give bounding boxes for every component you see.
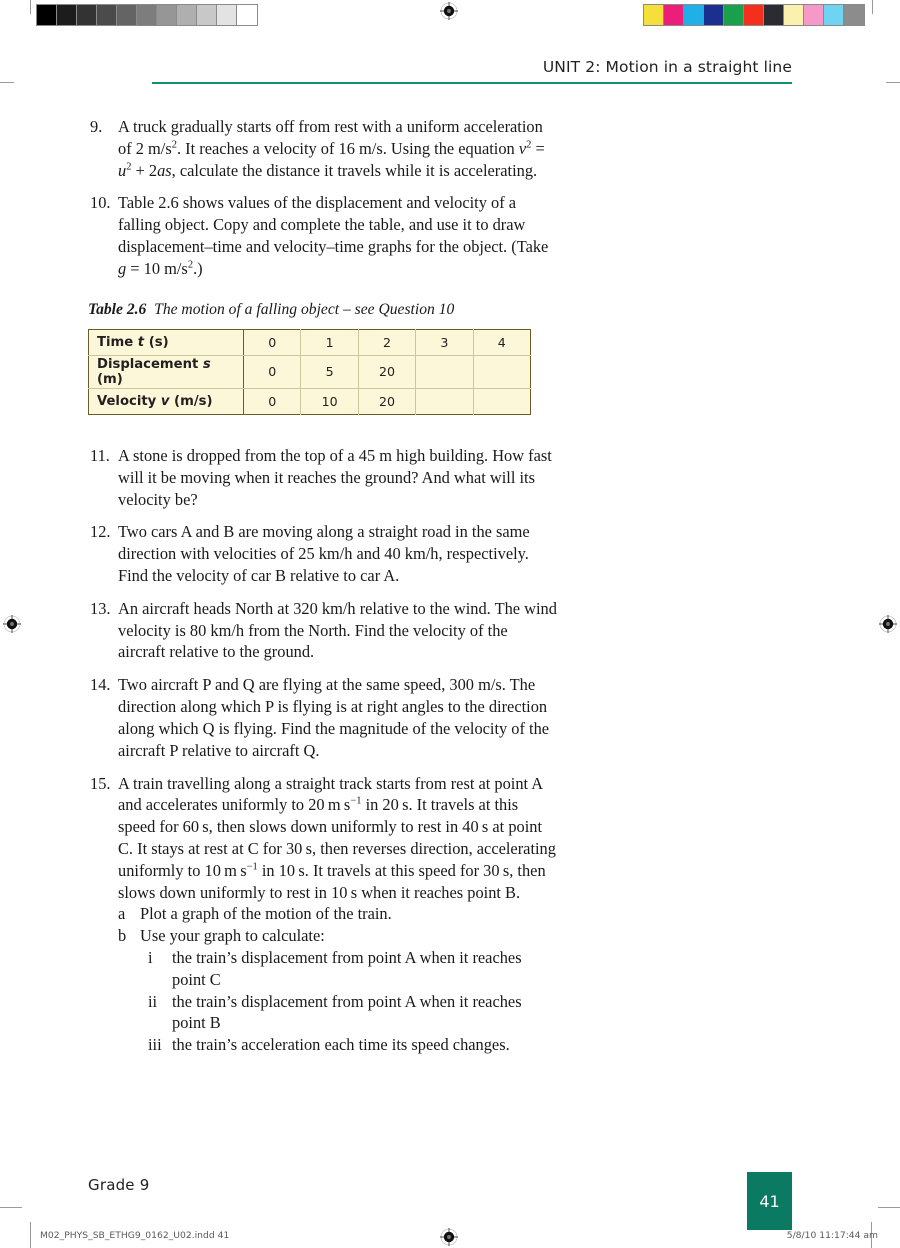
color-calibration-bar [643, 4, 865, 26]
part-label: i [148, 948, 153, 968]
grayscale-calibration-bar [36, 4, 258, 26]
table-cell: 4 [473, 329, 530, 355]
gray-swatch [157, 5, 177, 25]
table-cell: 20 [358, 355, 415, 388]
trim-tick-gray-bar-left [30, 0, 31, 14]
table-cell [416, 355, 473, 388]
registration-mark-right-middle [879, 615, 897, 633]
question-item-10 [88, 192, 558, 279]
question-text: A train travelling along a straight track starts from rest at point A and accelerates uniformly to 20 m $s^{-1}$ in 20 s. It travels at this speed for 60 s, then slows down uniformly to rest in 40 s at point C. It stays at rest at C for 30 s, then reverses direction, accelerating uniformly to 10 m $s^{-1}$ in 10 s. It travels at this speed for 30 s, then slows down uniformly to rest in 10 s when it reaches point B. [118, 773, 556, 902]
question-item-13 [88, 598, 558, 663]
question-part-a [118, 903, 558, 925]
question-number: 15. [90, 773, 111, 793]
slug-timestamp: 5/8/10 11:17:44 am [786, 1230, 878, 1241]
table-cell: 0 [244, 388, 301, 414]
spacer [88, 419, 558, 445]
running-head-title: UNIT 2: Motion in a straight line [542, 58, 792, 76]
gray-swatch [77, 5, 97, 25]
table-cell: 20 [358, 388, 415, 414]
question-item-12 [88, 521, 558, 586]
part-label: iii [148, 1035, 162, 1055]
table-cell [473, 355, 530, 388]
part-text: the train’s acceleration each time its speed changes. [172, 1035, 510, 1055]
table-row-header: Velocity v (m/s) [89, 388, 244, 414]
gray-swatch [37, 5, 57, 25]
table-row [89, 329, 531, 355]
running-head [152, 58, 792, 84]
question-number: 14. [90, 675, 111, 695]
table-cell [473, 388, 530, 414]
question-item-9 [88, 116, 558, 181]
question-text: Two aircraft P and Q are flying at the same speed, 300 m/s. The direction along which P is flying is at right angles to the direction along which Q is flying. Find the magnitude of the velocity of the aircraft P relative to aircraft Q. [118, 675, 550, 760]
color-swatch [844, 5, 864, 25]
table-row-header: Displacement s (m) [89, 355, 244, 388]
question-item-11 [88, 445, 558, 510]
table-row [89, 388, 531, 414]
question-item-14 [88, 674, 558, 761]
color-swatch [704, 5, 724, 25]
table-row [89, 355, 531, 388]
color-swatch [644, 5, 664, 25]
part-text: Use your graph to calculate: [140, 926, 325, 946]
table-caption-text: The motion of a falling object – see Question 10 [154, 300, 455, 318]
table-caption [88, 300, 558, 320]
question-number: 9. [90, 117, 103, 136]
question-part-b-iii [148, 1034, 558, 1056]
color-swatch [804, 5, 824, 25]
question-text: Two cars A and B are moving along a straight road in the same direction with velocities of 25 km/h and 40 km/h, respectively. Find the velocity of car B relative to car A. [118, 522, 530, 586]
question-text: A truck gradually starts off from rest with a uniform acceleration of 2 $m/s^2$. It reaches a velocity of 16 m/s. Using the equation $v^2 = u^2 + 2as$, calculate the distance it travels while it is accelerating. [118, 117, 545, 180]
table-cell: 0 [244, 329, 301, 355]
gray-swatch [217, 5, 237, 25]
table-caption-label: Table 2.6 [88, 300, 147, 318]
question-number: 11. [90, 445, 110, 465]
gray-swatch [117, 5, 137, 25]
table-2-6-wrapper [88, 329, 531, 415]
part-label: a [118, 904, 126, 924]
question-15-parts [88, 903, 558, 1056]
gray-swatch [137, 5, 157, 25]
running-head-rule [152, 82, 792, 84]
question-text: Table 2.6 shows values of the displacement and velocity of a falling object. Copy and complete the table, and use it to draw displacement–time and velocity–time graphs for the object. (Take g = 10 $m/s^2$.) [118, 193, 549, 278]
slug-filename: M02_PHYS_SB_ETHG9_0162_U02.indd 41 [40, 1230, 230, 1241]
part-text: Plot a graph of the motion of the train. [140, 904, 392, 924]
question-item-15 [88, 773, 558, 904]
trim-tick-top-left [0, 82, 14, 83]
main-content [88, 116, 558, 1056]
part-label: ii [148, 991, 158, 1011]
question-number: 12. [90, 522, 111, 542]
table-cell: 1 [301, 329, 358, 355]
table-cell: 10 [301, 388, 358, 414]
color-swatch [744, 5, 764, 25]
gray-swatch [197, 5, 217, 25]
question-part-b-ii [148, 991, 558, 1035]
registration-mark-top-center [440, 2, 458, 20]
part-text: the train’s displacement from point A when it reaches point B [172, 991, 522, 1033]
trim-tick-bottom-left [0, 1207, 22, 1208]
table-cell: 5 [301, 355, 358, 388]
page-number-badge: 41 [747, 1172, 792, 1230]
table-cell: 0 [244, 355, 301, 388]
color-swatch [664, 5, 684, 25]
part-label: b [118, 926, 127, 946]
gray-swatch [177, 5, 197, 25]
registration-mark-bottom-center [440, 1228, 458, 1246]
gray-swatch [57, 5, 77, 25]
color-swatch [764, 5, 784, 25]
trim-tick-color-bar-right [872, 0, 873, 14]
question-part-b-i [148, 947, 558, 991]
gray-swatch [237, 5, 257, 25]
table-cell [416, 388, 473, 414]
part-text: the train’s displacement from point A when it reaches point C [172, 948, 522, 989]
question-number: 10. [90, 193, 111, 213]
table-row-header: Time t (s) [89, 329, 244, 355]
registration-mark-left-middle [3, 615, 21, 633]
question-number: 13. [90, 598, 111, 618]
grade-label: Grade 9 [88, 1176, 150, 1194]
table-cell: 3 [416, 329, 473, 355]
trim-tick-bottom-right [878, 1207, 900, 1208]
table-cell: 2 [358, 329, 415, 355]
gray-swatch [97, 5, 117, 25]
table-body [89, 329, 531, 414]
question-text: An aircraft heads North at 320 km/h relative to the wind. The wind velocity is 80 km/h from the North. Find the velocity of the aircraft relative to the ground. [118, 598, 557, 662]
color-swatch [684, 5, 704, 25]
trim-tick-top-right [886, 82, 900, 83]
color-swatch [824, 5, 844, 25]
question-text: A stone is dropped from the top of a 45 m high building. How fast will it be moving when it reaches the ground? And what will its velocity be? [118, 445, 552, 509]
table-2-6 [88, 329, 531, 415]
slug-rule-left [30, 1222, 31, 1248]
color-swatch [784, 5, 804, 25]
question-part-b [118, 925, 558, 947]
color-swatch [724, 5, 744, 25]
